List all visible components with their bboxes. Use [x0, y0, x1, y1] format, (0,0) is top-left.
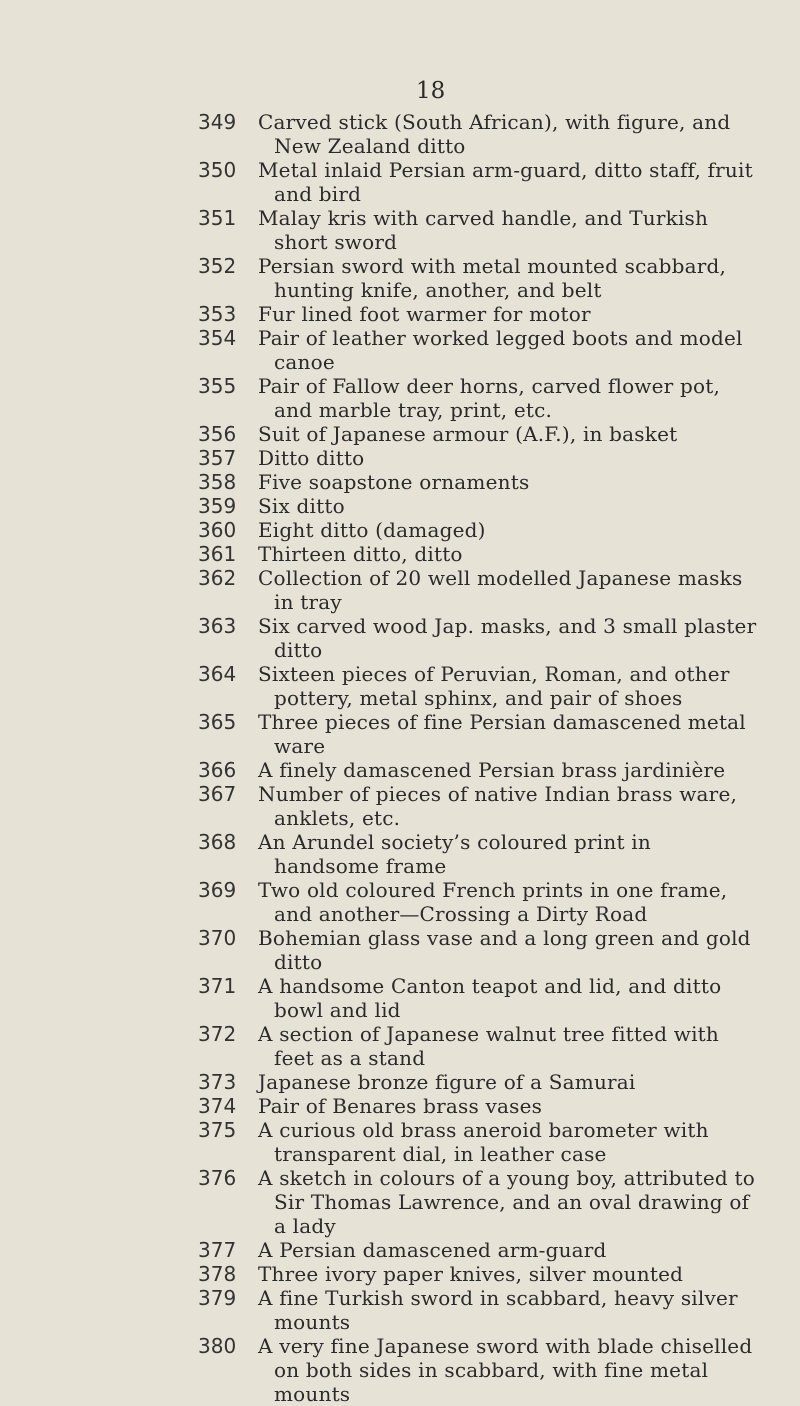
catalogue-entry: [0, 326, 800, 374]
lot-number: 360: [198, 518, 237, 542]
lot-description: Carved stick (South African), with figure, and New Zealand ditto: [258, 110, 731, 158]
lot-number: 349: [198, 110, 237, 134]
lot-description: A curious old brass aneroid barometer with transparent dial, in leather case: [258, 1118, 709, 1166]
catalogue-entry: [0, 1262, 800, 1286]
lot-description: Bohemian glass vase and a long green and gold ditto: [258, 926, 751, 974]
catalogue-entry: [0, 110, 800, 158]
lot-description: Pair of leather worked legged boots and model canoe: [258, 326, 743, 374]
lot-description: A very fine Japanese sword with blade chiselled on both sides in scabbard, with fine metal mounts: [258, 1334, 753, 1406]
lot-description: A sketch in colours of a young boy, attributed to Sir Thomas Lawrence, and an oval drawing of a lady: [258, 1166, 755, 1238]
lot-number: 358: [198, 470, 237, 494]
lot-description: Ditto ditto: [258, 446, 365, 470]
lot-description: Six carved wood Jap. masks, and 3 small plaster ditto: [258, 614, 757, 662]
lot-description: Six ditto: [258, 494, 345, 518]
lot-description: Persian sword with metal mounted scabbard, hunting knife, another, and belt: [258, 254, 727, 302]
lot-number: 353: [198, 302, 237, 326]
catalogue-entry: [0, 878, 800, 926]
catalogue-entry: [0, 1286, 800, 1334]
lot-description: A handsome Canton teapot and lid, and ditto bowl and lid: [258, 974, 722, 1022]
lot-number: 356: [198, 422, 237, 446]
catalogue-entry: [0, 974, 800, 1022]
lot-description: Thirteen ditto, ditto: [258, 542, 463, 566]
catalogue-entry: [0, 830, 800, 878]
catalogue-entry: [0, 494, 800, 518]
catalogue-entry: [0, 254, 800, 302]
catalogue-entry: [0, 662, 800, 710]
lot-number: 370: [198, 926, 237, 950]
lot-description: Sixteen pieces of Peruvian, Roman, and other pottery, metal sphinx, and pair of shoes: [258, 662, 730, 710]
catalogue-entry: [0, 1022, 800, 1070]
lot-description: An Arundel society’s coloured print in handsome frame: [258, 830, 651, 878]
catalogue-entry: [0, 1166, 800, 1238]
catalogue-entry: [0, 1238, 800, 1262]
page-number: 18: [416, 78, 446, 104]
catalogue-list: [0, 110, 800, 1406]
lot-description: Three pieces of fine Persian damascened metal ware: [258, 710, 746, 758]
lot-number: 362: [198, 566, 237, 590]
catalogue-entry: [0, 710, 800, 758]
catalogue-entry: [0, 446, 800, 470]
lot-number: 354: [198, 326, 237, 350]
lot-description: Suit of Japanese armour (A.F.), in basket: [258, 422, 678, 446]
lot-number: 368: [198, 830, 237, 854]
lot-description: Metal inlaid Persian arm-guard, ditto staff, fruit and bird: [258, 158, 753, 206]
catalogue-entry: [0, 1334, 800, 1406]
lot-number: 373: [198, 1070, 237, 1094]
lot-number: 367: [198, 782, 237, 806]
catalogue-entry: [0, 782, 800, 830]
catalogue-entry: [0, 1094, 800, 1118]
lot-description: Fur lined foot warmer for motor: [258, 302, 591, 326]
lot-number: 364: [198, 662, 237, 686]
lot-number: 365: [198, 710, 237, 734]
catalogue-entry: [0, 1070, 800, 1094]
lot-description: A Persian damascened arm-guard: [258, 1238, 607, 1262]
lot-number: 376: [198, 1166, 237, 1190]
lot-description: A fine Turkish sword in scabbard, heavy silver mounts: [258, 1286, 738, 1334]
lot-description: Pair of Fallow deer horns, carved flower pot, and marble tray, print, etc.: [258, 374, 721, 422]
catalogue-entry: [0, 542, 800, 566]
lot-number: 361: [198, 542, 237, 566]
lot-description: Eight ditto (damaged): [258, 518, 486, 542]
lot-description: A section of Japanese walnut tree fitted with feet as a stand: [258, 1022, 719, 1070]
lot-number: 375: [198, 1118, 237, 1142]
catalogue-entry: [0, 758, 800, 782]
lot-description: Three ivory paper knives, silver mounted: [258, 1262, 684, 1286]
lot-number: 363: [198, 614, 237, 638]
catalogue-entry: [0, 422, 800, 446]
catalogue-entry: [0, 470, 800, 494]
lot-number: 369: [198, 878, 237, 902]
lot-number: 377: [198, 1238, 237, 1262]
lot-description: Collection of 20 well modelled Japanese masks in tray: [258, 566, 743, 614]
catalogue-entry: [0, 614, 800, 662]
lot-number: 378: [198, 1262, 237, 1286]
catalogue-entry: [0, 926, 800, 974]
lot-number: 355: [198, 374, 237, 398]
lot-number: 357: [198, 446, 237, 470]
lot-number: 374: [198, 1094, 237, 1118]
lot-number: 380: [198, 1334, 237, 1358]
catalogue-entry: [0, 1118, 800, 1166]
catalogue-entry: [0, 566, 800, 614]
lot-number: 379: [198, 1286, 237, 1310]
lot-number: 366: [198, 758, 237, 782]
lot-description: Malay kris with carved handle, and Turkish short sword: [258, 206, 709, 254]
lot-number: 350: [198, 158, 237, 182]
lot-description: Two old coloured French prints in one frame, and another—Crossing a Dirty Road: [258, 878, 728, 926]
catalogue-entry: [0, 302, 800, 326]
lot-number: 359: [198, 494, 237, 518]
lot-number: 372: [198, 1022, 237, 1046]
catalogue-entry: [0, 158, 800, 206]
lot-number: 352: [198, 254, 237, 278]
lot-number: 371: [198, 974, 237, 998]
lot-description: Number of pieces of native Indian brass ware, anklets, etc.: [258, 782, 738, 830]
catalogue-entry: [0, 206, 800, 254]
lot-description: Japanese bronze figure of a Samurai: [258, 1070, 636, 1094]
lot-description: Five soapstone ornaments: [258, 470, 530, 494]
catalogue-entry: [0, 374, 800, 422]
lot-description: Pair of Benares brass vases: [258, 1094, 543, 1118]
lot-description: A finely damascened Persian brass jardinière: [258, 758, 726, 782]
lot-number: 351: [198, 206, 237, 230]
catalogue-entry: [0, 518, 800, 542]
